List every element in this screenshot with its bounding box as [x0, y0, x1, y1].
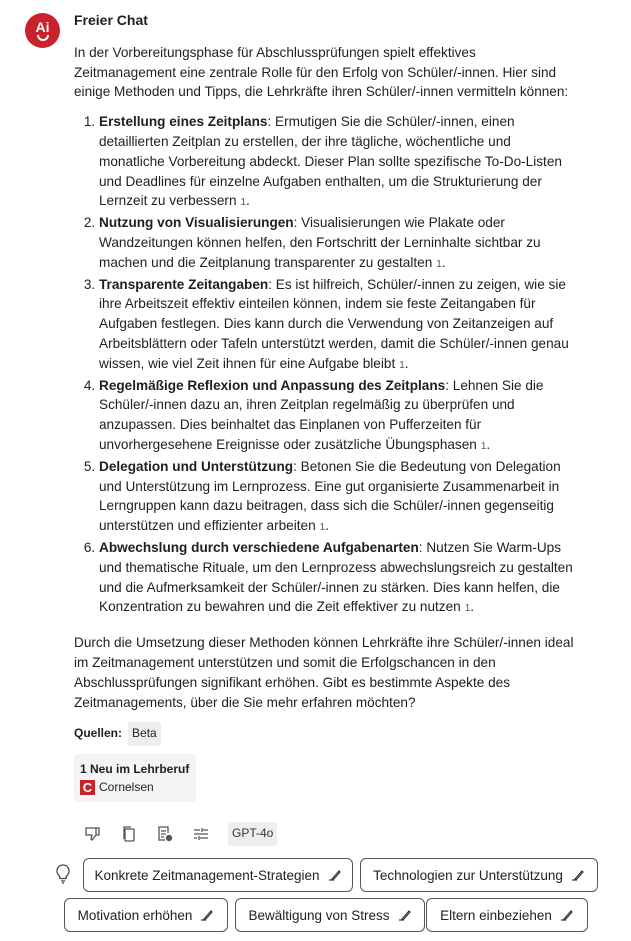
document-sources-icon[interactable]: [156, 825, 174, 843]
ai-avatar: [25, 13, 60, 48]
suggestion-chip[interactable]: [426, 898, 588, 932]
citation-link[interactable]: 1: [464, 603, 471, 615]
method-end: .: [404, 355, 409, 371]
message-actions: [84, 822, 580, 846]
method-title: Abwechslung durch verschiedene Aufgabenarten: [99, 539, 419, 555]
settings-sliders-icon[interactable]: [192, 825, 210, 843]
citation-link[interactable]: 1: [480, 440, 487, 452]
method-item: [99, 213, 580, 274]
method-text: : Visualisierungen wie Plakate oder Wandzeitungen können helfen, den Fortschritt der Lerninhalte sichtbar zu machen und die Zeitplanung transparenter zu gestalten: [99, 215, 541, 270]
citation-link[interactable]: 1: [240, 197, 247, 209]
thumbs-down-icon[interactable]: [84, 825, 102, 843]
pencil-icon: [571, 868, 585, 882]
source-title: 1 Neu im Lehrberuf: [80, 762, 190, 777]
sources-label: Quellen:: [74, 726, 123, 741]
intro-paragraph: In der Vorbereitungsphase für Abschlussprüfungen spielt effektives Zeitmanagement eine zentrale Rolle für den Erfolg von Schüler/-innen. Hier sind einige Methoden und Tipps, die Lehrkräfte ihren Schüler/-innen vermitteln können:: [74, 44, 569, 100]
copy-icon[interactable]: [120, 825, 138, 843]
citation-link[interactable]: 1: [436, 258, 442, 270]
suggestion-chip[interactable]: [64, 898, 228, 932]
method-text: : Es ist hilfreich, Schüler/-innen zu zeigen, wie sie ihre Arbeitszeit effektiv einteilen können, indem sie feste Zeitangaben für Aufgaben festlegen. Dies kann durch die Verwendung von Zeitanzeigen auf Arbeitsblättern oder Tafeln unterstützt werden, damit die Schüler/-innen genau wissen, wie viel Zeit ihnen für eine Aufgabe bleibt: [99, 276, 569, 371]
method-text: : Betonen Sie die Bedeutung von Delegation und Unterstützung im Lernprozess. Eine gut organisierte Zusammenarbeit in Lerngruppen kann dazu beitragen, dass sich die Schüler/-innen gegenseitig unterstützen und effizienter arbeiten: [99, 458, 561, 534]
chat-message: [74, 11, 580, 846]
beta-badge: Beta: [128, 722, 161, 746]
pencil-icon: [200, 908, 214, 922]
suggestion-label: Eltern einbeziehen: [440, 907, 552, 923]
model-badge: GPT-4o: [228, 822, 277, 846]
method-item: [99, 112, 580, 213]
method-text: : Nutzen Sie Warm-Ups und thematische Rituale, um den Lernprozess abwechslungsreich zu gestalten und die Aufmerksamkeit der Schüler/-innen zu stärken. Dies kann helfen, die Konzentration zu bewahren und die Zeit effektiver zu nutzen: [99, 539, 573, 615]
suggestion-chip[interactable]: [360, 858, 598, 892]
method-end: .: [486, 436, 491, 452]
smile-icon: [37, 35, 49, 41]
source-card[interactable]: [74, 754, 196, 802]
suggestion-chip[interactable]: [235, 898, 425, 932]
method-title: Delegation und Unterstützung: [99, 458, 294, 474]
method-text: : Ermutigen Sie die Schüler/-innen, einen detaillierten Zeitplan zu erstellen, der ihre tägliche, wöchentliche und monatliche Vorbereitung abdeckt. Dieser Plan sollte spezifische To-Do-Listen und Deadlines für einzelne Aufgaben enthalten, um die Strukturierung der Lernzeit zu verbessern: [99, 114, 562, 209]
source-publisher: Cornelsen: [99, 780, 154, 795]
suggestion-label: Motivation erhöhen: [77, 907, 193, 923]
lightbulb-icon: [55, 864, 71, 884]
outro-paragraph: Durch die Umsetzung dieser Methoden können Lehrkräfte ihre Schüler/-innen ideal im Zeitmanagement unterstützen und somit die Erfolgschancen in den Abschlussprüfungen signifikant erhöhen. Gibt es bestimmte Aspekte des Zeitmanagements, über die Sie mehr erfahren möchten?: [74, 635, 574, 710]
pencil-icon: [560, 908, 574, 922]
avatar-text: Ai: [35, 18, 50, 35]
method-list: [74, 112, 580, 619]
method-title: Transparente Zeitangaben: [99, 276, 269, 292]
citation-link[interactable]: 1: [399, 359, 405, 371]
method-title: Regelmäßige Reflexion und Anpassung des Zeitplans: [99, 377, 446, 393]
citation-link[interactable]: 1: [319, 522, 326, 534]
suggestion-label: Bewältigung von Stress: [248, 907, 390, 923]
suggestion-label: Konkrete Zeitmanagement-Strategien: [94, 867, 320, 883]
method-title: Erstellung eines Zeitplans: [99, 114, 268, 130]
method-item: [99, 275, 580, 376]
method-item: [99, 376, 580, 457]
sources-row: [74, 722, 580, 746]
method-end: .: [441, 254, 446, 270]
method-item: [99, 457, 580, 538]
suggestion-label: Technologien zur Unterstützung: [373, 867, 563, 883]
cornelsen-logo: C: [80, 780, 95, 795]
method-item: [99, 538, 580, 619]
method-text: : Lehnen Sie die Schüler/-innen dazu an, ihren Zeitplan regelmäßig zu überprüfen und anzupassen. Dies beinhaltet das Einplanen von Pufferzeiten für unvorhergesehene Ereignisse oder zusätzliche Übungsphasen: [99, 377, 544, 452]
method-end: .: [325, 518, 329, 534]
method-end: .: [470, 599, 475, 615]
method-title: Nutzung von Visualisierungen: [99, 215, 294, 231]
method-end: .: [246, 193, 250, 209]
pencil-icon: [328, 868, 342, 882]
pencil-icon: [398, 908, 412, 922]
suggestion-chip[interactable]: [83, 858, 353, 892]
chat-title: Freier Chat: [74, 12, 148, 28]
